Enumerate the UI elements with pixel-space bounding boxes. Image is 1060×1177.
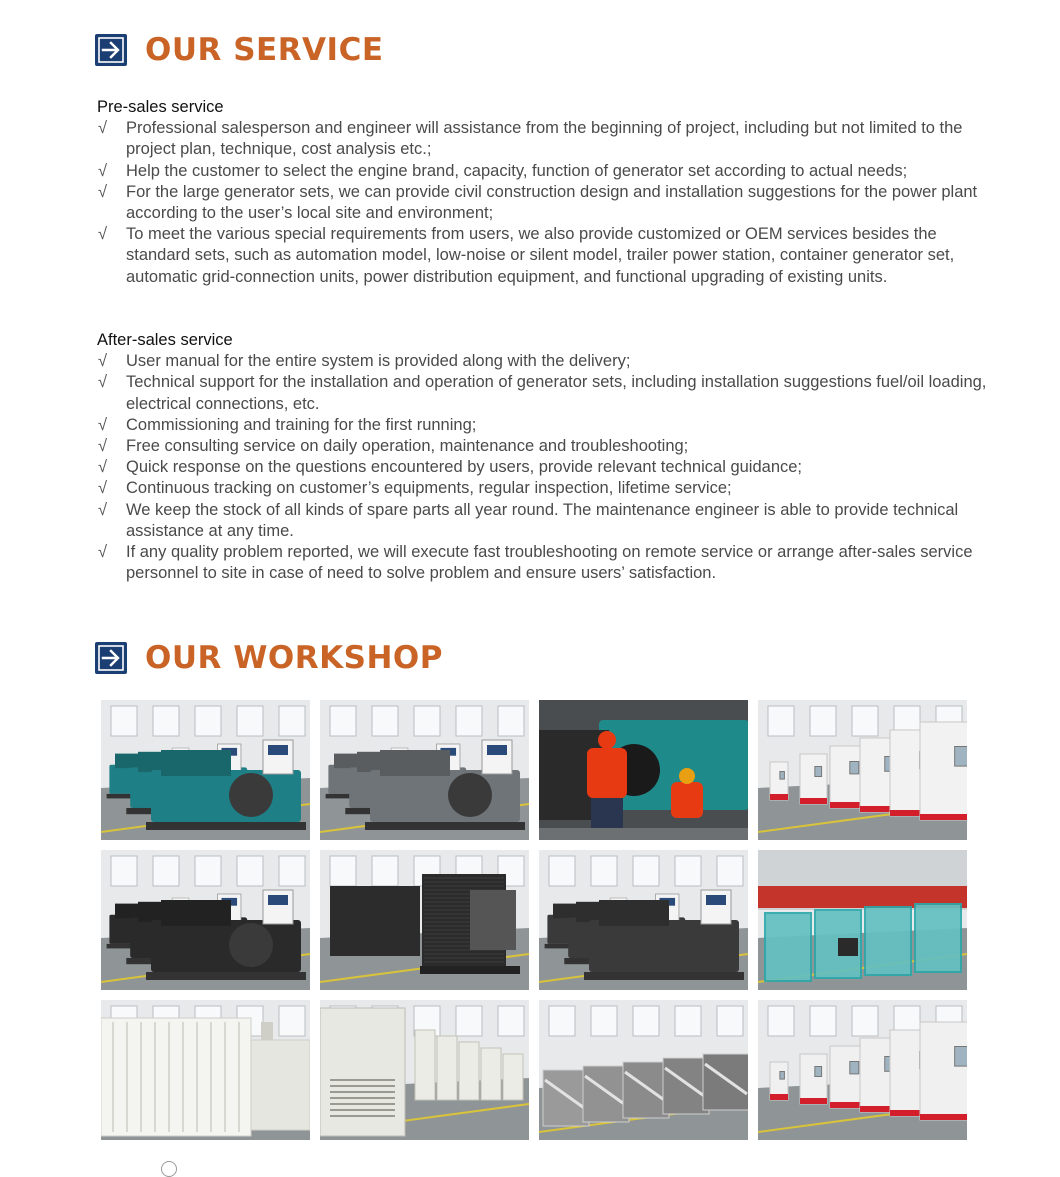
presales-list (97, 118, 997, 288)
workshop-header (95, 638, 443, 678)
aftersales-title: After-sales service (97, 331, 233, 349)
workshop-photo[interactable] (320, 700, 529, 840)
workshop-photo[interactable] (320, 1000, 529, 1140)
check-icon: √ (98, 458, 108, 477)
workshop-photo[interactable] (320, 850, 529, 990)
service-title: OUR SERVICE (145, 32, 384, 68)
list-item: √ We keep the stock of all kinds of spare parts all year round. The maintenance engineer is able to provide technical assistance at any time. (98, 500, 959, 540)
presales-section (97, 97, 997, 288)
arrow-right-icon (95, 34, 127, 66)
list-item: √ Professional salesperson and engineer will assistance from the beginning of project, including but not limited to the project plan, technique, cost analysis etc.; (98, 119, 963, 159)
list-item: √ Continuous tracking on customer’s equipments, regular inspection, lifetime service; (97, 478, 997, 499)
list-item: √ To meet the various special requirements from users, we also provide customized or OEM services besides the standard sets, such as automation model, low-noise or silent model, trailer power station, container generator set, automatic grid-connection units, power distribution equipment, and functional upgrading of existing units. (98, 225, 955, 286)
check-icon: √ (98, 500, 108, 519)
check-icon: √ (98, 352, 108, 371)
workshop-photo[interactable] (539, 700, 748, 840)
list-item: √ If any quality problem reported, we will execute fast troubleshooting on remote service or arrange after-sales service personnel to site in case of need to solve problem and ensure users’ satisfaction. (98, 543, 973, 583)
list-item: √ For the large generator sets, we can provide civil construction design and installation suggestions for the power plant according to the user’s local site and environment; (98, 182, 978, 222)
workshop-photo[interactable] (101, 1000, 310, 1140)
check-icon: √ (98, 161, 108, 180)
aftersales-list (97, 351, 997, 584)
list-item: √ Quick response on the questions encountered by users, provide relevant technical guidance; (97, 457, 997, 478)
check-icon: √ (98, 479, 108, 498)
workshop-photo[interactable] (758, 700, 967, 840)
workshop-photo[interactable] (539, 850, 748, 990)
check-icon: √ (98, 182, 108, 201)
workshop-photo[interactable] (539, 1000, 748, 1140)
check-icon: √ (98, 373, 108, 392)
check-icon: √ (98, 415, 108, 434)
workshop-photo[interactable] (758, 850, 967, 990)
arrow-right-icon (95, 642, 127, 674)
workshop-photo[interactable] (758, 1000, 967, 1140)
check-icon: √ (98, 437, 108, 455)
list-item: √ Commissioning and training for the first running; (97, 415, 997, 436)
check-icon: √ (98, 225, 108, 244)
workshop-gallery (101, 700, 967, 1140)
aftersales-section (97, 330, 997, 584)
circle-icon (161, 1161, 177, 1177)
check-icon: √ (98, 543, 108, 562)
list-item: √ User manual for the entire system is provided along with the delivery; (97, 351, 997, 372)
check-icon: √ (98, 119, 108, 138)
workshop-photo[interactable] (101, 700, 310, 840)
service-header (95, 30, 384, 70)
list-item: √ Help the customer to select the engine brand, capacity, function of generator set according to actual needs; (97, 161, 997, 182)
presales-title: Pre-sales service (97, 98, 224, 116)
list-item: √ Free consulting service on daily operation, maintenance and troubleshooting; (97, 436, 997, 457)
workshop-photo[interactable] (101, 850, 310, 990)
list-item: √ Technical support for the installation and operation of generator sets, including installation suggestions fuel/oil loading, electrical connections, etc. (98, 373, 987, 413)
workshop-title: OUR WORKSHOP (145, 640, 443, 676)
